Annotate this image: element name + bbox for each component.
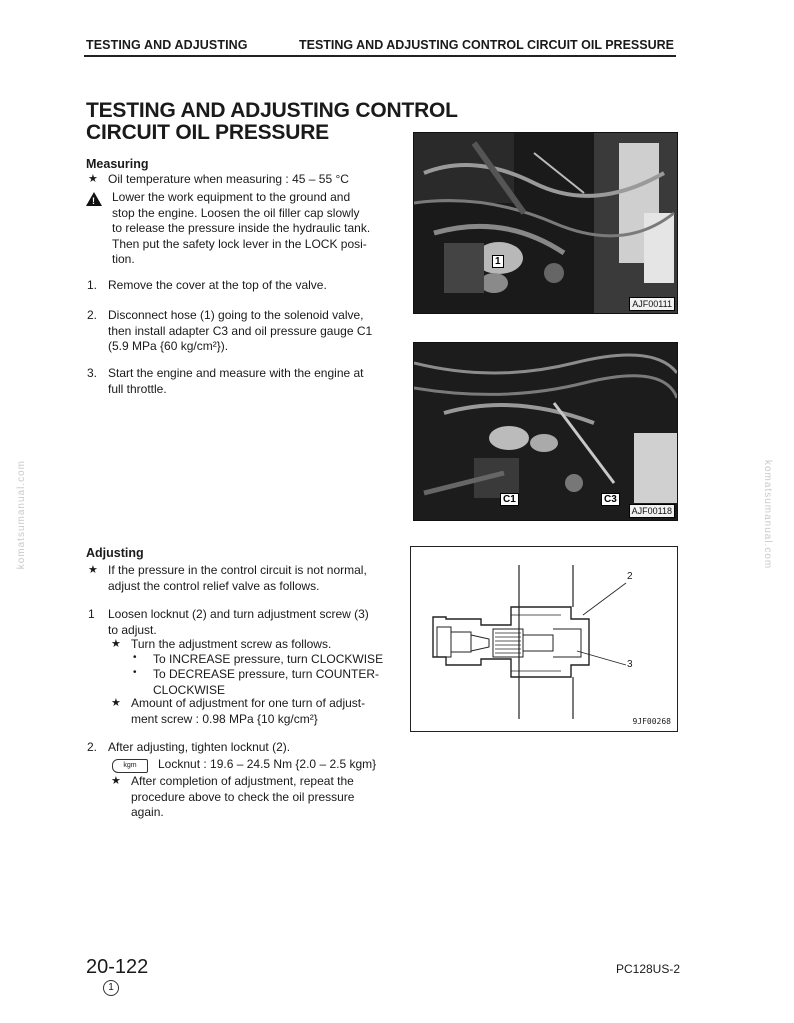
bullet-icon: •: [133, 667, 137, 678]
step-line: Disconnect hose (1) going to the solenoid valve,: [108, 308, 364, 322]
callout-screw-3: 3: [627, 659, 633, 670]
step-number: 1.: [87, 278, 98, 292]
star-icon: ★: [88, 173, 98, 185]
warning-text: [112, 190, 387, 268]
model-code: PC128US-2: [615, 962, 680, 976]
star-icon: ★: [111, 638, 121, 650]
page-title-line1: TESTING AND ADJUSTING CONTROL: [86, 99, 458, 122]
measuring-step1-text: Remove the cover at the top of the valve.: [108, 278, 327, 292]
step-line: Start the engine and measure with the engine at: [108, 366, 364, 380]
adjustment-amount: [131, 696, 389, 727]
star-icon: ★: [88, 564, 98, 576]
measuring-step3-text: [108, 366, 388, 397]
text-line: again.: [131, 805, 164, 819]
relief-valve-diagram: [410, 546, 678, 732]
locknut-torque: Locknut : 19.6 – 24.5 Nm {2.0 – 2.5 kgm}: [158, 757, 377, 771]
callout-hose-1: 1: [492, 255, 504, 268]
relief-valve-drawing: [411, 547, 677, 731]
text-line: If the pressure in the control circuit is not normal,: [108, 563, 367, 577]
step-number: 1: [88, 607, 95, 621]
text-line: adjust the control relief valve as follows.: [108, 578, 320, 593]
warning-line: to release the pressure inside the hydraulic tank.: [112, 221, 371, 235]
step-line: Loosen locknut (2) and turn adjustment screw (3): [108, 607, 369, 621]
warning-line: Then put the safety lock lever in the LOCK posi-: [112, 236, 367, 251]
header-section-right: TESTING AND ADJUSTING CONTROL CIRCUIT OIL PRESSURE: [298, 38, 674, 52]
adjusting-step1-text: [108, 607, 388, 638]
measuring-step2-text: [108, 308, 388, 355]
photo-gauge-installed: [413, 342, 678, 521]
decrease-instruction: [153, 667, 393, 698]
text-line: ment screw : 0.98 MPa {10 kg/cm²}: [131, 711, 318, 726]
callout-c3: C3: [601, 493, 620, 506]
warning-line: tion.: [112, 252, 135, 266]
adjusting-step2-text: After adjusting, tighten locknut (2).: [108, 740, 291, 754]
repeat-check-text: [131, 774, 386, 821]
watermark-right: komatsumanual.com: [762, 460, 773, 570]
warning-line: stop the engine. Loosen the oil filler cap slowly: [112, 205, 360, 220]
text-line: procedure above to check the oil pressure: [131, 789, 355, 804]
figure-label: AJF00118: [629, 504, 675, 518]
header-section-left: TESTING AND ADJUSTING: [86, 38, 248, 52]
adjusting-turn-instruction: Turn the adjustment screw as follows.: [131, 637, 332, 651]
text-line: To DECREASE pressure, turn COUNTER-: [153, 667, 380, 681]
warning-icon-mark: !: [92, 196, 95, 206]
photo-control-valve-top-image: [414, 133, 677, 313]
text-line: CLOCKWISE: [153, 682, 226, 697]
adjusting-condition: [108, 563, 388, 594]
revision-mark: 1: [103, 980, 119, 996]
increase-instruction: To INCREASE pressure, turn CLOCKWISE: [153, 652, 384, 666]
measuring-oil-temp: Oil temperature when measuring : 45 – 55 °C: [108, 172, 349, 186]
header-rule: [84, 55, 676, 57]
photo-control-valve-top: [413, 132, 678, 314]
watermark-left: komatsumanual.com: [16, 460, 27, 570]
page-title-line2: CIRCUIT OIL PRESSURE: [86, 121, 329, 144]
page-title: [86, 100, 458, 144]
step-line: (5.9 MPa {60 kg/cm²}).: [108, 339, 229, 353]
torque-wrench-icon: kgm: [112, 759, 148, 773]
text-line: After completion of adjustment, repeat the: [131, 774, 354, 788]
photo-gauge-installed-image: [414, 343, 677, 520]
figure-label: 9JF00268: [632, 717, 671, 726]
step-line: then install adapter C3 and oil pressure gauge C1: [108, 323, 373, 338]
bullet-icon: •: [133, 652, 137, 663]
figure-label: AJF00111: [629, 297, 675, 311]
adjusting-heading: Adjusting: [86, 546, 144, 560]
star-icon: ★: [111, 697, 121, 709]
step-number: 2.: [87, 740, 98, 754]
step-line: full throttle.: [108, 381, 167, 396]
star-icon: ★: [111, 775, 121, 787]
callout-locknut-2: 2: [627, 571, 633, 582]
warning-line: Lower the work equipment to the ground and: [112, 190, 351, 204]
step-number: 2.: [87, 308, 98, 322]
step-line: to adjust.: [108, 622, 157, 637]
step-number: 3.: [87, 366, 98, 380]
page-number: 20-122: [86, 956, 149, 978]
measuring-heading: Measuring: [86, 157, 149, 171]
text-line: Amount of adjustment for one turn of adjust-: [131, 696, 366, 710]
callout-c1: C1: [500, 493, 519, 506]
